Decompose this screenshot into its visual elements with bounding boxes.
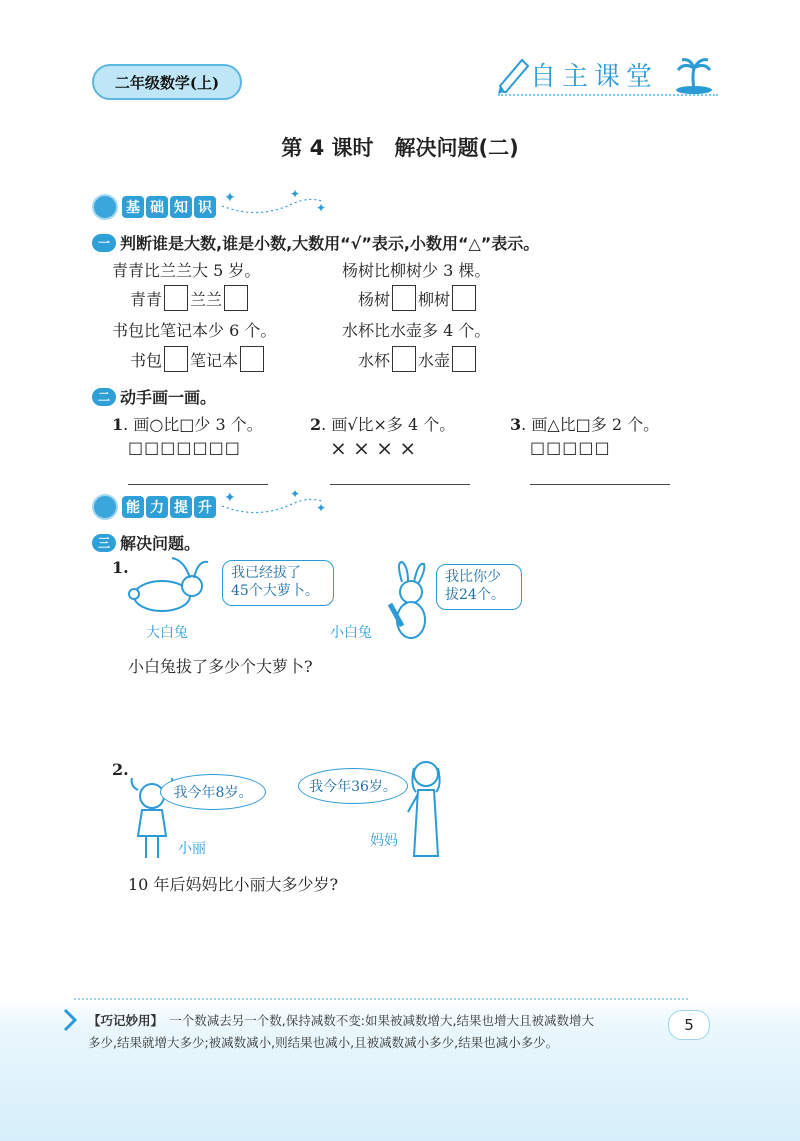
speech-bubble-big-rabbit [222, 560, 334, 606]
answer-box[interactable] [392, 346, 416, 372]
tip-line: 一个数减去另一个数,保持减数不变:如果被减数增大,结果也增大且被减数增大 [169, 1013, 594, 1028]
question-3-heading [92, 531, 200, 554]
header-divider [498, 94, 718, 96]
globe-icon [92, 494, 118, 520]
item-label: 2 [310, 415, 322, 434]
bubble-line: 拔24个。 [445, 586, 505, 603]
bubble-line: 45个大萝卜。 [231, 582, 319, 599]
tip-title: 【巧记妙用】 [88, 1013, 157, 1028]
answer-box[interactable] [392, 285, 416, 311]
compare-item: 笔记本 [190, 350, 239, 370]
compare-item: 水杯 [358, 350, 391, 370]
answer-line[interactable] [530, 484, 670, 485]
tip-divider [74, 998, 688, 1000]
question-number: 三 [92, 534, 116, 552]
question-number: 一 [92, 234, 116, 252]
problem-2-question: 10 年后妈妈比小丽大多少岁? [128, 875, 339, 894]
draw-item-2: 2. 画√比×多 4 个。 [310, 415, 456, 434]
section-char: 基 [122, 196, 144, 218]
page-number [668, 1010, 710, 1040]
compare-row [358, 285, 478, 311]
page-number-text: 5 [684, 1016, 694, 1034]
bubble-text: 我今年8岁。 [173, 785, 253, 801]
speech-bubble-mom [298, 768, 408, 804]
name-girl: 小丽 [178, 841, 206, 857]
globe-icon [92, 194, 118, 220]
compare-item: 兰兰 [190, 289, 223, 309]
svg-text:✦: ✦ [316, 201, 327, 215]
svg-text:✦: ✦ [316, 501, 327, 515]
statement: 青青比兰兰大 5 岁。 [112, 261, 261, 280]
question-2-heading [92, 385, 216, 408]
answer-box[interactable] [452, 285, 476, 311]
answer-box[interactable] [164, 346, 188, 372]
compare-row [358, 346, 478, 372]
answer-line[interactable] [128, 484, 268, 485]
sparkle-decoration-icon [218, 486, 334, 518]
compare-item: 杨树 [358, 289, 391, 309]
speech-bubble-girl [160, 774, 266, 810]
given-squares: □□□□□ [530, 438, 611, 457]
big-rabbit-icon [126, 556, 210, 616]
section-char: 知 [170, 196, 192, 218]
pencil-icon [496, 54, 530, 96]
answer-box[interactable] [224, 285, 248, 311]
compare-item: 书包 [130, 350, 163, 370]
tip-line: 多少,结果就增大多少;被减数减小,则结果也减小,且被减数减小多少,结果也减小多少。 [88, 1035, 559, 1050]
svg-text:✦: ✦ [290, 187, 301, 201]
draw-item-1: 1. 画○比□少 3 个。 [112, 415, 263, 434]
speech-bubble-small-rabbit [436, 564, 522, 610]
given-squares: □□□□□□□ [128, 438, 241, 457]
name-mom: 妈妈 [370, 833, 398, 849]
section-char: 升 [194, 496, 216, 518]
answer-box[interactable] [452, 346, 476, 372]
statement: 杨树比柳树少 3 棵。 [342, 261, 491, 280]
problem-1-question: 小白兔拔了多少个大萝卜? [128, 657, 313, 676]
answer-box[interactable] [240, 346, 264, 372]
section-char: 识 [194, 196, 216, 218]
answer-line[interactable] [330, 484, 470, 485]
question-1-heading [92, 231, 539, 254]
section-char: 提 [170, 496, 192, 518]
small-rabbit-icon [382, 560, 436, 642]
item-label: 1 [112, 415, 124, 434]
svg-text:✦: ✦ [224, 190, 236, 206]
draw-item-3: 3. 画△比□多 2 个。 [510, 415, 660, 434]
statement: 书包比笔记本少 6 个。 [112, 321, 277, 340]
question-3-instruction: 解决问题。 [120, 534, 201, 553]
section-char: 力 [146, 496, 168, 518]
chevron-right-icon [62, 1008, 78, 1032]
statement: 水杯比水壶多 4 个。 [342, 321, 491, 340]
problem-label: 2. [112, 760, 129, 779]
bubble-line: 我比你少 [445, 569, 501, 585]
question-2-instruction: 动手画一画。 [120, 388, 217, 407]
answer-box[interactable] [164, 285, 188, 311]
item-text: 画√比×多 4 个。 [331, 415, 456, 434]
palm-island-icon [672, 56, 716, 96]
section-char: 能 [122, 496, 144, 518]
compare-item: 青青 [130, 289, 163, 309]
name-big-rabbit: 大白兔 [146, 625, 188, 641]
tip-text [88, 1010, 648, 1054]
brand-title: 自主课堂 [530, 62, 659, 92]
section-basic-knowledge [92, 194, 218, 220]
compare-item: 柳树 [418, 289, 451, 309]
lesson-title: 第 4 课时 解决问题(二) [281, 136, 519, 160]
item-label: 3 [510, 415, 522, 434]
grade-badge [92, 64, 242, 100]
bubble-line: 我已经拔了 [231, 565, 301, 581]
item-text: 画△比□多 2 个。 [531, 415, 660, 434]
name-small-rabbit: 小白兔 [330, 625, 372, 641]
svg-text:✦: ✦ [290, 487, 301, 501]
grade-label: 二年级数学(上) [114, 73, 220, 92]
compare-item: 水壶 [418, 350, 451, 370]
bubble-text: 我今年36岁。 [309, 779, 397, 795]
question-1-instruction: 判断谁是大数,谁是小数,大数用“√”表示,小数用“△”表示。 [120, 234, 540, 253]
given-crosses: × × × × [330, 436, 417, 460]
question-number: 二 [92, 388, 116, 406]
section-char: 础 [146, 196, 168, 218]
svg-text:✦: ✦ [224, 490, 236, 506]
section-ability-improvement [92, 494, 218, 520]
compare-row [130, 285, 250, 311]
item-text: 画○比□少 3 个。 [133, 415, 263, 434]
mother-icon [404, 758, 450, 866]
sparkle-decoration-icon [218, 186, 334, 218]
compare-row [130, 346, 266, 372]
problem-label: 1. [112, 558, 129, 577]
